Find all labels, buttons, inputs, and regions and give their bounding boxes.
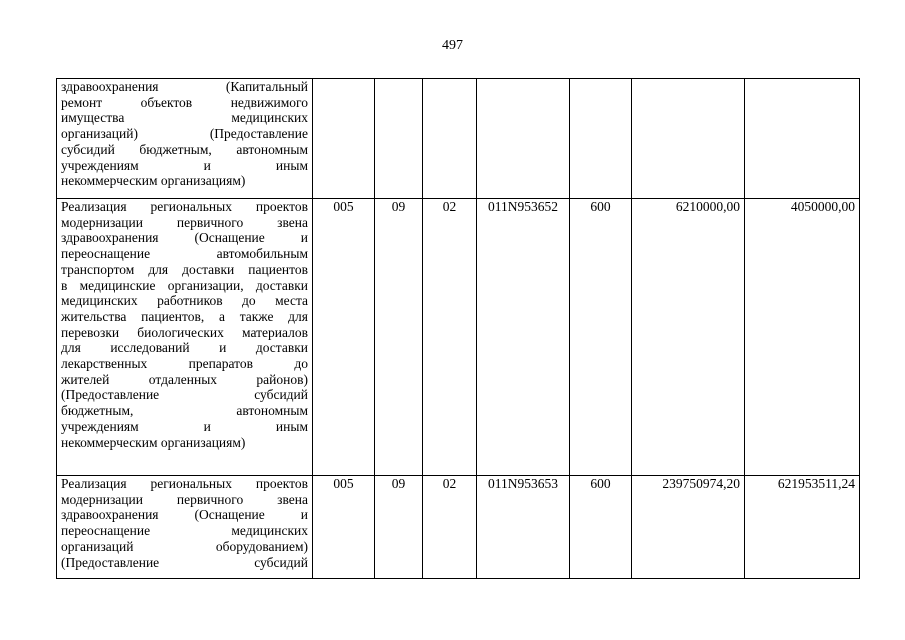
subsection-code [423,79,477,199]
description-line: в медицинские организации, доставки [61,277,308,293]
description-line: транспортом для доставки пациентов [61,261,308,277]
page-number: 497 [442,38,463,53]
table-row [57,79,860,199]
description-line: (Предоставление субсидий [61,387,308,403]
target-article-code [477,79,570,199]
description-line: медицинских работников до места [61,293,308,309]
table-row [57,476,860,579]
description-line: Реализация региональных проектов [61,199,308,214]
ministry-code: 005 [313,476,375,579]
expense-type-code: 600 [570,476,632,579]
description-line: здравоохранения (Капитальный [61,79,308,94]
ministry-code: 005 [313,199,375,476]
subsection-code: 02 [423,199,477,476]
description-line: бюджетным, автономным [61,403,308,419]
amount-year-2 [745,79,860,199]
description-line: здравоохранения (Оснащение и [61,230,308,246]
table-row [57,199,860,476]
description-line: лекарственных препаратов до [61,356,308,372]
description-line: (Предоставление субсидий [61,554,308,570]
amount-year-2: 621953511,24 [745,476,860,579]
description-line: жительства пациентов, а также для [61,308,308,324]
description-line: имущества медицинских [61,110,308,126]
amount-year-1: 239750974,20 [632,476,745,579]
budget-table [56,78,860,579]
description-line: модернизации первичного звена [61,214,308,230]
expense-type-code [570,79,632,199]
row-description [57,476,313,579]
target-article-code: 011N953652 [477,199,570,476]
description-line: учреждениям и иным [61,418,308,434]
expense-type-code: 600 [570,199,632,476]
row-description [57,199,313,476]
description-line: ремонт объектов недвижимого [61,94,308,110]
description-line: Реализация региональных проектов [61,476,308,491]
description-line: организаций) (Предоставление [61,126,308,142]
section-code: 09 [375,476,423,579]
section-code [375,79,423,199]
description-line: переоснащение автомобильным [61,246,308,262]
ministry-code [313,79,375,199]
description-line: здравоохранения (Оснащение и [61,507,308,523]
target-article-code: 011N953653 [477,476,570,579]
row-description [57,79,313,199]
amount-year-1: 6210000,00 [632,199,745,476]
description-line: модернизации первичного звена [61,491,308,507]
amount-year-2: 4050000,00 [745,199,860,476]
description-line: организаций оборудованием) [61,538,308,554]
description-line: субсидий бюджетным, автономным [61,141,308,157]
description-line: жителей отдаленных районов) [61,371,308,387]
description-line: переоснащение медицинских [61,523,308,539]
description-line: некоммерческим организациям) [61,434,246,450]
description-line: некоммерческим организациям) [61,173,246,189]
description-line: учреждениям и иным [61,157,308,173]
description-line: перевозки биологических материалов [61,324,308,340]
section-code: 09 [375,199,423,476]
amount-year-1 [632,79,745,199]
subsection-code: 02 [423,476,477,579]
description-line: для исследований и доставки [61,340,308,356]
